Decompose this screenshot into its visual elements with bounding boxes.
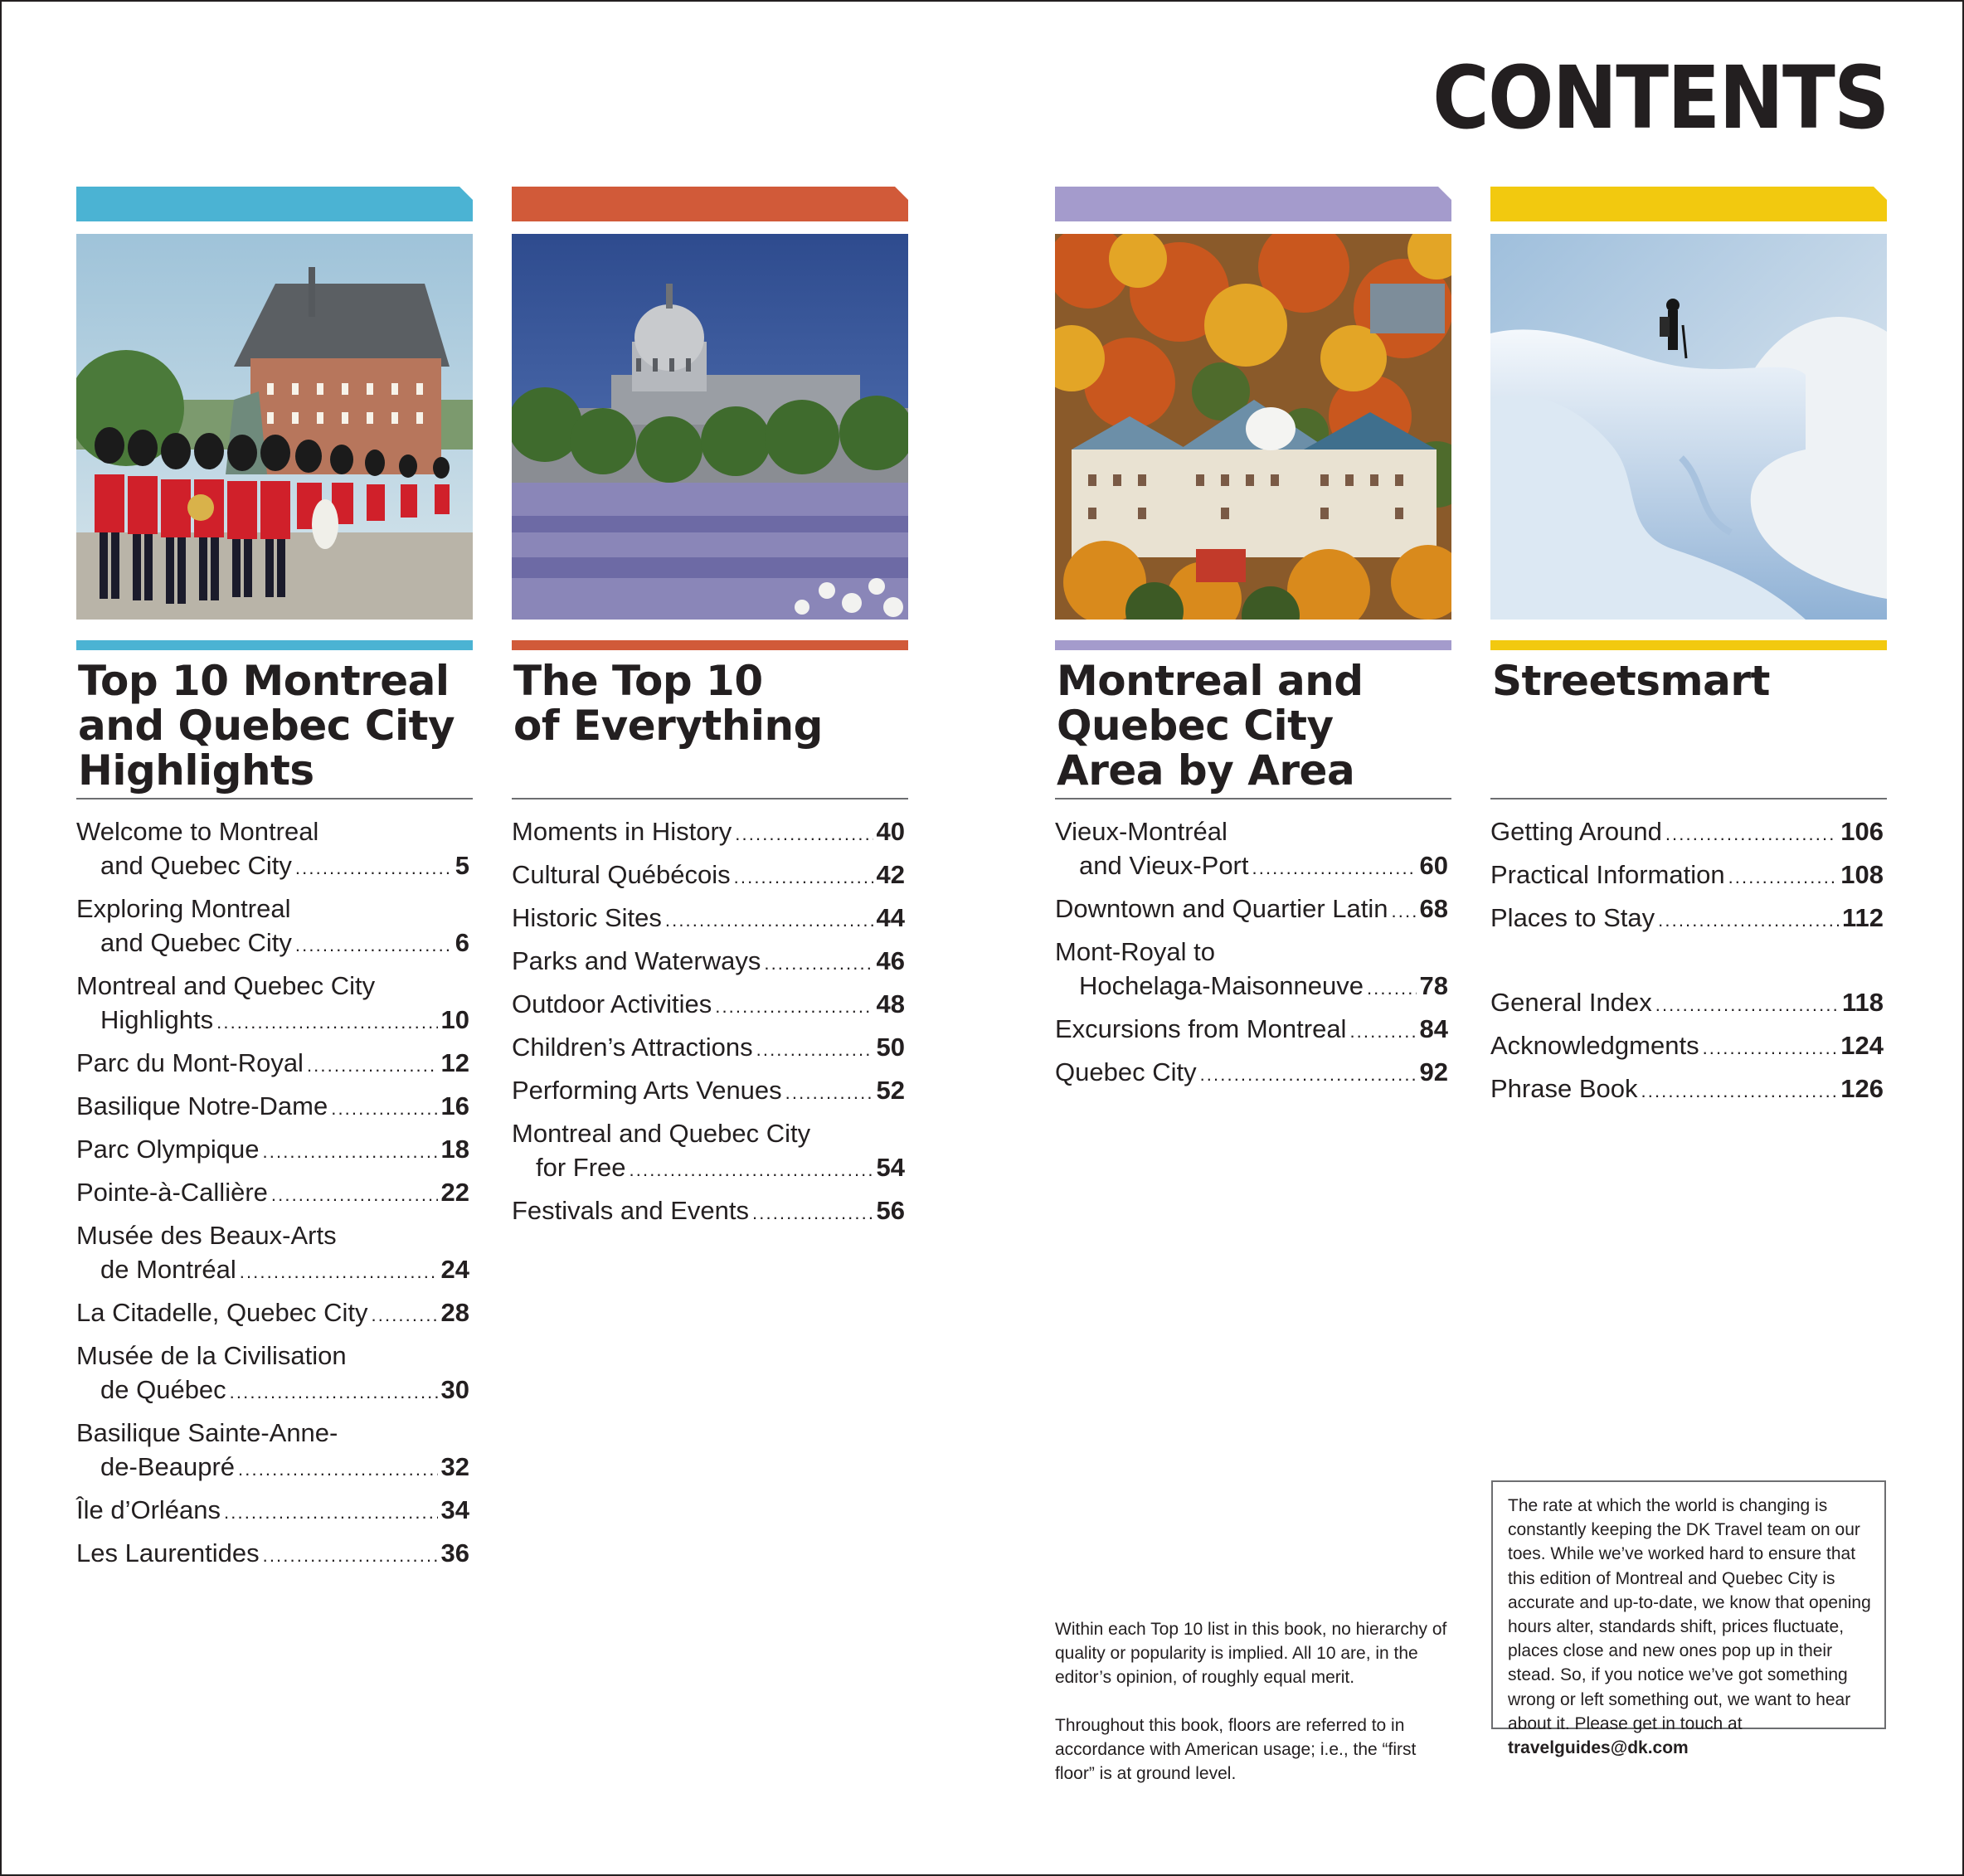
toc-entry-title: Children’s Attractions xyxy=(512,1033,753,1062)
dot-leader xyxy=(1349,1014,1416,1048)
toc-entry-title-continued: and Vieux-Port xyxy=(1079,851,1249,880)
dot-leader xyxy=(307,1048,438,1082)
toc-entry[interactable] xyxy=(1490,901,1887,937)
toc-entry-title: Basilique Notre-Dame xyxy=(76,1091,328,1120)
toc-entry[interactable] xyxy=(1490,1072,1887,1108)
toc-entry[interactable] xyxy=(512,1116,908,1187)
toc-entry-title: Les Laurentides xyxy=(76,1538,260,1567)
toc-page-number: 16 xyxy=(440,1091,469,1120)
toc-entry[interactable] xyxy=(512,1073,908,1110)
toc-entry[interactable] xyxy=(512,987,908,1023)
toc-entry-title: Montreal and Quebec City xyxy=(512,1119,811,1148)
toc-page-number: 42 xyxy=(876,860,905,889)
dot-leader xyxy=(715,989,873,1023)
dot-leader xyxy=(224,1495,437,1529)
toc-entry[interactable] xyxy=(512,944,908,980)
toc-entry[interactable] xyxy=(1490,858,1887,894)
toc-page-number: 6 xyxy=(455,928,469,957)
toc-entry[interactable] xyxy=(512,858,908,894)
dot-leader xyxy=(263,1135,438,1169)
section-column-area-by-area xyxy=(1055,187,1451,1098)
dot-leader xyxy=(295,851,452,885)
toc-page-number: 5 xyxy=(455,851,469,880)
toc-entry-title: Musée de la Civilisation xyxy=(76,1341,347,1370)
toc-entry[interactable] xyxy=(76,814,473,885)
toc-entry-title-continued: and Quebec City xyxy=(100,928,292,957)
notice-text: The rate at which the world is changing is constantly keeping the DK Travel team on our toes. While we’ve worked hard to ensure that this edition of Montreal and Quebec City is accurate and up-to-date, we know that opening hours alter, standards shift, prices fluctuate, places close and new ones pop up in their stead. So, if you notice we’ve got something wrong or left something out, we want to hear about it. Please get in touch at xyxy=(1508,1496,1871,1733)
section-photo xyxy=(76,234,473,620)
toc-entry[interactable] xyxy=(76,892,473,962)
toc-entry-title: Mont-Royal to xyxy=(1055,937,1215,966)
toc-page-number: 12 xyxy=(440,1048,469,1077)
toc-page-number: 54 xyxy=(876,1153,905,1182)
toc-list xyxy=(76,814,473,1572)
toc-page-number: 24 xyxy=(440,1255,469,1284)
toc-entry-title: Quebec City xyxy=(1055,1057,1197,1086)
toc-entry-title: Parks and Waterways xyxy=(512,946,761,975)
dot-leader xyxy=(630,1153,873,1187)
dot-leader xyxy=(1392,894,1417,928)
toc-entry-title: Practical Information xyxy=(1490,860,1725,889)
toc-entry[interactable] xyxy=(76,1132,473,1169)
section-heading: The Top 10 of Everything xyxy=(513,657,823,750)
dot-leader xyxy=(734,860,873,894)
dot-leader xyxy=(1658,903,1839,937)
dot-leader xyxy=(372,1298,438,1332)
toc-entry-title: Historic Sites xyxy=(512,903,662,932)
toc-entry[interactable] xyxy=(512,1193,908,1230)
toc-entry-title: Places to Stay xyxy=(1490,903,1655,932)
toc-entry[interactable] xyxy=(76,1089,473,1125)
section-heading: Streetsmart xyxy=(1492,657,1770,705)
toc-entry-title: Performing Arts Venues xyxy=(512,1076,782,1105)
toc-entry-title: Exploring Montreal xyxy=(76,894,291,923)
toc-page-number: 92 xyxy=(1419,1057,1448,1086)
toc-page-number: 18 xyxy=(440,1135,469,1164)
toc-entry[interactable] xyxy=(1055,1055,1451,1091)
toc-entry-title: Outdoor Activities xyxy=(512,989,712,1018)
section-column-streetsmart xyxy=(1490,187,1887,1115)
section-heading: Top 10 Montreal and Quebec City Highlights xyxy=(78,657,455,795)
toc-spacer xyxy=(1490,944,1887,985)
dot-leader xyxy=(216,1005,437,1039)
toc-entry[interactable] xyxy=(1055,892,1451,928)
section-bar xyxy=(1490,640,1887,650)
dot-leader xyxy=(271,1178,438,1212)
section-tab xyxy=(1490,187,1887,221)
toc-entry[interactable] xyxy=(1055,1012,1451,1048)
toc-page-number: 56 xyxy=(876,1196,905,1225)
toc-page-number: 30 xyxy=(440,1375,469,1404)
toc-entry[interactable] xyxy=(76,1416,473,1486)
toc-entry-title: General Index xyxy=(1490,988,1652,1017)
toc-entry[interactable] xyxy=(76,1295,473,1332)
toc-entry-title: Welcome to Montreal xyxy=(76,817,319,846)
section-divider xyxy=(76,798,473,799)
toc-page-number: 10 xyxy=(440,1005,469,1034)
section-photo xyxy=(512,234,908,620)
notice-email[interactable]: travelguides@dk.com xyxy=(1508,1738,1689,1758)
toc-entry-title: Montreal and Quebec City xyxy=(76,971,376,1000)
toc-entry[interactable] xyxy=(1490,1028,1887,1065)
toc-page-number: 22 xyxy=(440,1178,469,1207)
toc-list xyxy=(512,814,908,1230)
note-floors: Throughout this book, floors are referred to in accordance with American usage; i.e., the “first floor” is at ground level. xyxy=(1055,1716,1417,1783)
toc-page-number: 112 xyxy=(1841,903,1884,932)
dot-leader xyxy=(756,1033,873,1067)
toc-entry[interactable] xyxy=(76,1536,473,1572)
toc-entry-title: Getting Around xyxy=(1490,817,1662,846)
section-tab xyxy=(76,187,473,221)
toc-entry-title: Pointe-à-Callière xyxy=(76,1178,268,1207)
toc-entry-title-continued: de Québec xyxy=(100,1375,226,1404)
dot-leader xyxy=(1655,988,1839,1022)
toc-entry[interactable] xyxy=(512,901,908,937)
toc-entry-title: Cultural Québécois xyxy=(512,860,731,889)
toc-page-number: 44 xyxy=(876,903,905,932)
section-tab xyxy=(1055,187,1451,221)
toc-page-number: 52 xyxy=(876,1076,905,1105)
toc-entry-title-continued: Highlights xyxy=(100,1005,214,1034)
section-column-highlights xyxy=(76,187,473,1579)
toc-entry-title-continued: Hochelaga-Maisonneuve xyxy=(1079,971,1364,1000)
section-heading: Montreal and Quebec City Area by Area xyxy=(1057,657,1364,795)
note-hierarchy: Within each Top 10 list in this book, no hierarchy of quality or popularity is implied. All 10 are, in the editor’s opinion, of roughly equal merit. xyxy=(1055,1620,1447,1687)
dot-leader xyxy=(230,1375,438,1409)
toc-entry[interactable] xyxy=(76,1175,473,1212)
toc-entry-title: Downtown and Quartier Latin xyxy=(1055,894,1388,923)
dot-leader xyxy=(238,1452,438,1486)
section-divider xyxy=(1490,798,1887,799)
toc-entry-title-continued: de-Beaupré xyxy=(100,1452,236,1481)
section-tab xyxy=(512,187,908,221)
toc-page-number: 36 xyxy=(440,1538,469,1567)
dot-leader xyxy=(785,1076,873,1110)
toc-entry-title: La Citadelle, Quebec City xyxy=(76,1298,368,1327)
toc-page-number: 40 xyxy=(876,817,905,846)
dot-leader xyxy=(1703,1031,1838,1065)
dot-leader xyxy=(1200,1057,1417,1091)
toc-page-number: 84 xyxy=(1419,1014,1448,1043)
toc-page-number: 106 xyxy=(1840,817,1884,846)
toc-entry-title: Moments in History xyxy=(512,817,732,846)
toc-page-number: 28 xyxy=(440,1298,469,1327)
toc-page-number: 34 xyxy=(440,1495,469,1524)
section-bar xyxy=(512,640,908,650)
toc-entry-title-continued: for Free xyxy=(536,1153,626,1182)
dot-leader xyxy=(1665,817,1837,851)
toc-entry[interactable] xyxy=(512,814,908,851)
toc-entry-title: Basilique Sainte-Anne- xyxy=(76,1418,338,1447)
toc-page-number: 68 xyxy=(1419,894,1448,923)
toc-entry-title: Parc Olympique xyxy=(76,1135,260,1164)
toc-entry[interactable] xyxy=(76,1046,473,1082)
dot-leader xyxy=(1252,851,1417,885)
dot-leader xyxy=(240,1255,438,1289)
toc-entry-title: Phrase Book xyxy=(1490,1074,1638,1103)
section-bar xyxy=(76,640,473,650)
toc-page-number: 50 xyxy=(876,1033,905,1062)
section-bar xyxy=(1055,640,1451,650)
dot-leader xyxy=(263,1538,438,1572)
toc-page-number: 78 xyxy=(1419,971,1448,1000)
dot-leader xyxy=(752,1196,873,1230)
dot-leader xyxy=(1641,1074,1838,1108)
toc-page-number: 108 xyxy=(1840,860,1884,889)
toc-page-number: 60 xyxy=(1419,851,1448,880)
dot-leader xyxy=(331,1091,437,1125)
toc-entry-title: Excursions from Montreal xyxy=(1055,1014,1347,1043)
toc-entry[interactable] xyxy=(76,1339,473,1409)
section-photo xyxy=(1490,234,1887,620)
section-column-top10 xyxy=(512,187,908,1237)
feedback-notice xyxy=(1491,1480,1886,1758)
dot-leader xyxy=(1728,860,1838,894)
toc-page-number: 118 xyxy=(1841,988,1884,1017)
dot-leader xyxy=(1367,971,1417,1005)
dot-leader xyxy=(665,903,873,937)
toc-entry[interactable] xyxy=(1490,814,1887,851)
toc-entry[interactable] xyxy=(76,969,473,1039)
toc-page-number: 46 xyxy=(876,946,905,975)
toc-list xyxy=(1490,814,1887,1108)
toc-entry[interactable] xyxy=(512,1030,908,1067)
section-photo xyxy=(1055,234,1451,620)
toc-page-number: 124 xyxy=(1840,1031,1884,1060)
toc-page-number: 126 xyxy=(1840,1074,1884,1103)
toc-entry-title: Île d’Orléans xyxy=(76,1495,221,1524)
toc-page-number: 32 xyxy=(440,1452,469,1481)
section-divider xyxy=(512,798,908,799)
toc-entry-title-continued: de Montréal xyxy=(100,1255,236,1284)
toc-entry[interactable] xyxy=(1055,814,1451,885)
toc-list xyxy=(1055,814,1451,1091)
toc-entry[interactable] xyxy=(76,1218,473,1289)
dot-leader xyxy=(764,946,873,980)
toc-entry-title: Festivals and Events xyxy=(512,1196,750,1225)
toc-entry[interactable] xyxy=(76,1493,473,1529)
editorial-note xyxy=(1055,1617,1453,1810)
toc-entry-title: Musée des Beaux-Arts xyxy=(76,1221,337,1250)
section-divider xyxy=(1055,798,1451,799)
dot-leader xyxy=(295,928,452,962)
toc-entry[interactable] xyxy=(1055,935,1451,1005)
toc-entry-title-continued: and Quebec City xyxy=(100,851,292,880)
page-title: CONTENTS xyxy=(1432,47,1889,148)
toc-page-number: 48 xyxy=(876,989,905,1018)
toc-entry-title: Acknowledgments xyxy=(1490,1031,1699,1060)
toc-entry-title: Vieux-Montréal xyxy=(1055,817,1228,846)
toc-entry[interactable] xyxy=(1490,985,1887,1022)
toc-entry-title: Parc du Mont-Royal xyxy=(76,1048,304,1077)
dot-leader xyxy=(735,817,873,851)
